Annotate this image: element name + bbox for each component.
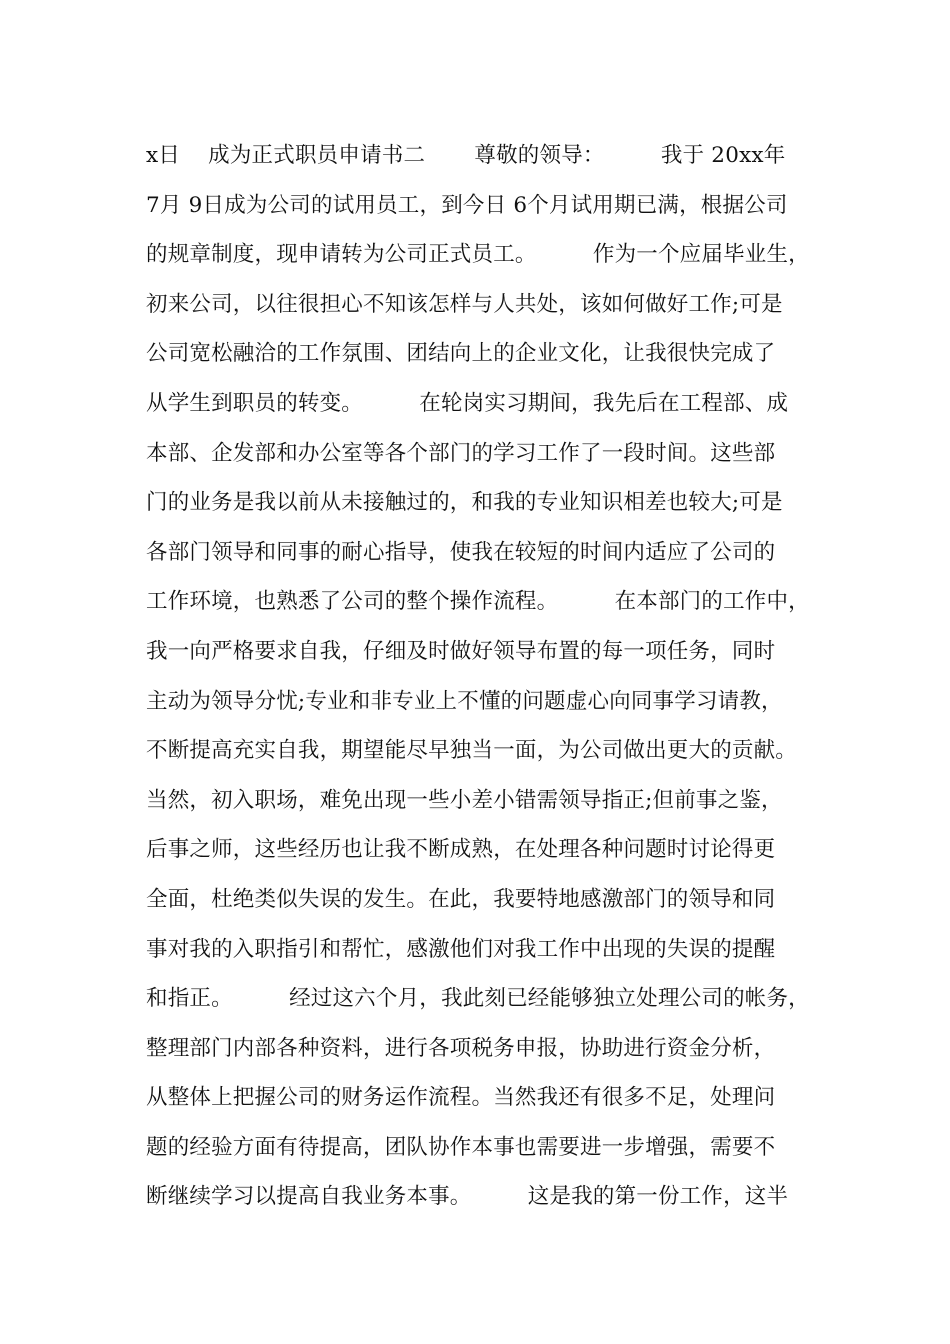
text-line-22: 断继续学习以提高自我业务本事。 这是我的第一份工作，这半 [146, 1184, 789, 1210]
text-line-21: 题的经验方面有待提高，团队协作本事也需要进一步增强，需要不 [146, 1134, 776, 1160]
text-line-6: 从学生到职员的转变。 在轮岗实习期间，我先后在工程部、成 [146, 390, 789, 416]
text-line-8: 门的业务是我以前从未接触过的，和我的专业知识相差也较大;可是 [146, 490, 783, 516]
text-line-7: 本部、企发部和办公室等各个部门的学习工作了一段时间。这些部 [146, 440, 776, 466]
text-line-17: 事对我的入职指引和帮忙，感激他们对我工作中出现的失误的提醒 [146, 936, 776, 962]
text-line-5: 公司宽松融洽的工作氛围、团结向上的企业文化，让我很快完成了 [146, 341, 776, 367]
text-line-12: 主动为领导分忧;专业和非专业上不懂的问题虚心向同事学习请教， [146, 688, 783, 714]
text-line-13: 不断提高充实自我，期望能尽早独当一面，为公司做出更大的贡献。 [146, 738, 798, 764]
text-line-1: x日 成为正式职员申请书二 尊敬的领导： 我于 20xx年 [146, 143, 786, 168]
text-line-18: 和指正。 经过这六个月，我此刻已经能够独立处理公司的帐务， [146, 986, 810, 1012]
text-line-10: 工作环境，也熟悉了公司的整个操作流程。 在本部门的工作中， [146, 589, 810, 615]
text-line-3: 的规章制度，现申请转为公司正式员工。 作为一个应届毕业生， [146, 242, 810, 268]
text-line-14: 当然，初入职场，难免出现一些小差小错需领导指正;但前事之鉴， [146, 787, 783, 813]
text-line-9: 各部门领导和同事的耐心指导，使我在较短的时间内适应了公司的 [146, 539, 776, 565]
text-line-16: 全面，杜绝类似失误的发生。在此，我要特地感激部门的领导和同 [146, 886, 776, 912]
text-line-2: 7月 9日成为公司的试用员工，到今日 6个月试用期已满，根据公司 [146, 192, 788, 218]
body-text [146, 131, 836, 1222]
text-line-15: 后事之师，这些经历也让我不断成熟，在处理各种问题时讨论得更 [146, 837, 776, 863]
text-line-19: 整理部门内部各种资料，进行各项税务申报，协助进行资金分析， [146, 1035, 776, 1061]
text-line-11: 我一向严格要求自我，仔细及时做好领导布置的每一项任务，同时 [146, 638, 776, 664]
text-line-20: 从整体上把握公司的财务运作流程。当然我还有很多不足，处理问 [146, 1085, 776, 1111]
text-line-4: 初来公司，以往很担心不知该怎样与人共处，该如何做好工作;可是 [146, 291, 783, 317]
